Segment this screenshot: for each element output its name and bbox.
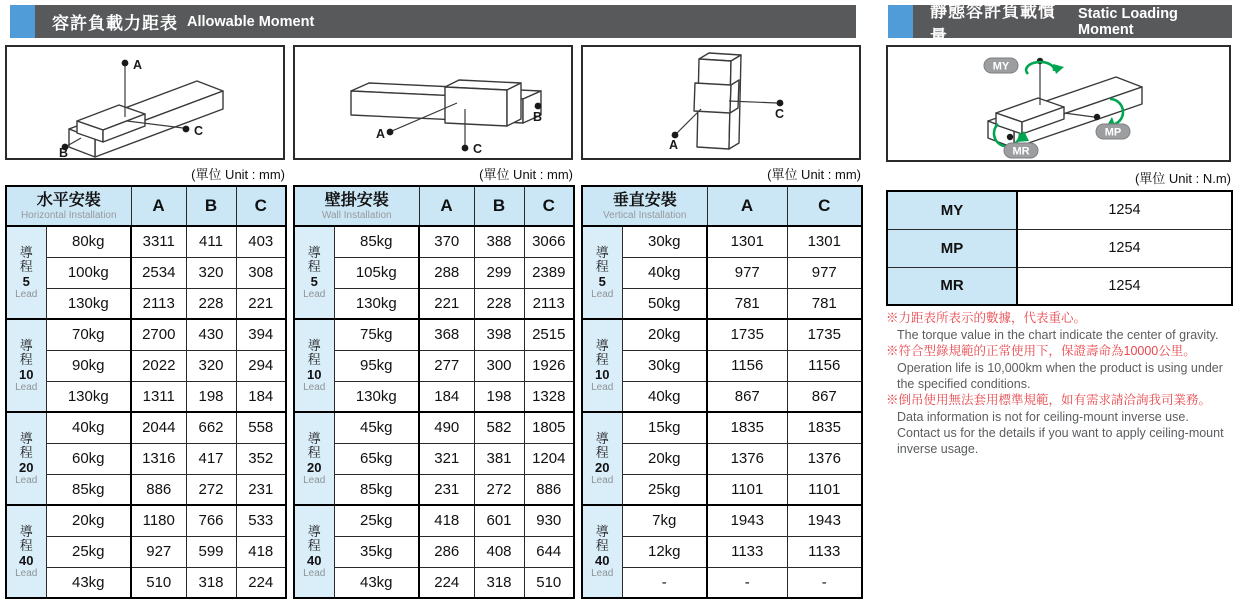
value-cell: 1926 <box>524 350 574 381</box>
load-cell: 25kg <box>622 474 707 505</box>
value-cell: 867 <box>707 381 787 412</box>
table-row <box>294 443 574 474</box>
header-title-zh: 容許負載力距表 <box>52 14 178 33</box>
value-cell: 1328 <box>524 381 574 412</box>
table-row <box>294 505 574 536</box>
table-title-zh: 壁掛安裝 <box>324 191 389 209</box>
moment-axis-label-a: A <box>669 138 679 152</box>
table-row <box>582 567 862 598</box>
value-cell: 299 <box>474 257 524 288</box>
value-cell: 286 <box>419 536 474 567</box>
table-row <box>582 350 862 381</box>
lead-group-cell: 導程 40 Lead <box>582 505 622 598</box>
value-cell: 370 <box>419 226 474 257</box>
load-cell: 130kg <box>46 288 131 319</box>
value-cell: 2044 <box>131 412 186 443</box>
value-cell: 1156 <box>787 350 862 381</box>
table-row <box>6 567 286 598</box>
moment-axis-label-c: C <box>473 142 483 156</box>
value-cell: 272 <box>186 474 236 505</box>
value-cell: 601 <box>474 505 524 536</box>
table-row <box>6 288 286 319</box>
load-cell: 40kg <box>46 412 131 443</box>
unit-label: (單位 Unit : N.m) <box>1134 171 1231 186</box>
table-row <box>6 505 286 536</box>
load-cell: 20kg <box>622 319 707 350</box>
moment-axis-label-b: B <box>59 146 69 158</box>
table-row <box>294 474 574 505</box>
load-cell: 20kg <box>46 505 131 536</box>
table-row <box>6 443 286 474</box>
lead-group-cell: 導程 20 Lead <box>294 412 334 505</box>
load-cell: 40kg <box>622 257 707 288</box>
table-row <box>294 257 574 288</box>
value-cell: 394 <box>236 319 286 350</box>
value-cell: 533 <box>236 505 286 536</box>
moment-label-mr: MR <box>887 267 1017 305</box>
value-cell: - <box>707 567 787 598</box>
header-title-en: Static Loading Moment <box>1078 5 1178 38</box>
isometric-rail-moment-drawing <box>888 47 1229 160</box>
load-cell: 95kg <box>334 350 419 381</box>
load-cell: 40kg <box>622 381 707 412</box>
value-cell: 403 <box>236 226 286 257</box>
value-cell: 228 <box>474 288 524 319</box>
load-cell: 20kg <box>622 443 707 474</box>
value-cell: 224 <box>236 567 286 598</box>
horizontal-installation-table <box>5 185 287 599</box>
table-row <box>6 226 286 257</box>
my-badge: MY <box>992 60 1010 73</box>
value-cell: 184 <box>419 381 474 412</box>
table-row <box>582 474 862 505</box>
load-cell: 90kg <box>46 350 131 381</box>
moment-value-mr: 1254 <box>1017 267 1232 305</box>
value-cell: 3066 <box>524 226 574 257</box>
moment-label-mp: MP <box>887 229 1017 267</box>
value-cell: 1735 <box>707 319 787 350</box>
value-cell: 510 <box>131 567 186 598</box>
value-cell: 417 <box>186 443 236 474</box>
table-row <box>294 381 574 412</box>
value-cell: 930 <box>524 505 574 536</box>
table-title-zh: 垂直安裝 <box>612 191 677 209</box>
value-cell: 430 <box>186 319 236 350</box>
table-row <box>6 536 286 567</box>
table-title-cell <box>294 186 419 226</box>
load-cell: 80kg <box>46 226 131 257</box>
table-row <box>582 443 862 474</box>
value-cell: 221 <box>236 288 286 319</box>
load-cell: - <box>622 567 707 598</box>
load-cell: 85kg <box>334 474 419 505</box>
table-row <box>6 474 286 505</box>
value-cell: 1943 <box>787 505 862 536</box>
value-cell: 320 <box>186 257 236 288</box>
vertical-installation-table <box>581 185 863 599</box>
vertical-installation-diagram <box>581 45 861 160</box>
column-header-a: A <box>707 186 787 226</box>
note-en: The torque value in the chart indicate the center of gravity. <box>897 328 1219 342</box>
load-cell: 65kg <box>334 443 419 474</box>
moment-axis-label-a: A <box>376 127 386 141</box>
table-row <box>582 288 862 319</box>
column-header-b: B <box>186 186 236 226</box>
moment-axis-label-b: B <box>533 110 543 124</box>
value-cell: 662 <box>186 412 236 443</box>
value-cell: 411 <box>186 226 236 257</box>
value-cell: 300 <box>474 350 524 381</box>
load-cell: 130kg <box>46 381 131 412</box>
load-cell: 130kg <box>334 381 419 412</box>
lead-group-cell: 導程 10 Lead <box>582 319 622 412</box>
note-zh: ※倒吊使用無法套用標準規範，如有需求請洽詢我司業務。 <box>886 393 1212 407</box>
value-cell: 288 <box>419 257 474 288</box>
value-cell: 228 <box>186 288 236 319</box>
column-header-c: C <box>524 186 574 226</box>
wall-installation-diagram <box>293 45 573 160</box>
table-row <box>294 288 574 319</box>
value-cell: 398 <box>474 319 524 350</box>
value-cell: 221 <box>419 288 474 319</box>
value-cell: 2389 <box>524 257 574 288</box>
value-cell: 272 <box>474 474 524 505</box>
load-cell: 12kg <box>622 536 707 567</box>
table-row <box>294 567 574 598</box>
load-cell: 45kg <box>334 412 419 443</box>
allowable-moment-header <box>10 5 856 38</box>
value-cell: 1180 <box>131 505 186 536</box>
value-cell: 977 <box>707 257 787 288</box>
moment-value-mp: 1254 <box>1017 229 1232 267</box>
value-cell: 2022 <box>131 350 186 381</box>
column-header-b: B <box>474 186 524 226</box>
value-cell: 1376 <box>707 443 787 474</box>
load-cell: 75kg <box>334 319 419 350</box>
value-cell: 318 <box>186 567 236 598</box>
table-title-en: Wall Installation <box>321 209 392 221</box>
value-cell: 318 <box>474 567 524 598</box>
value-cell: 224 <box>419 567 474 598</box>
table-row <box>6 257 286 288</box>
table-row <box>6 381 286 412</box>
value-cell: 1101 <box>787 474 862 505</box>
unit-label: (單位 Unit : mm) <box>191 167 285 182</box>
table-title-en: Horizontal Installation <box>20 209 117 221</box>
table-row <box>582 536 862 567</box>
lead-group-cell: 導程 40 Lead <box>6 505 46 598</box>
value-cell: 927 <box>131 536 186 567</box>
load-cell: 70kg <box>46 319 131 350</box>
value-cell: 2515 <box>524 319 574 350</box>
table-row <box>294 226 574 257</box>
value-cell: 977 <box>787 257 862 288</box>
value-cell: 1204 <box>524 443 574 474</box>
column-header-a: A <box>131 186 186 226</box>
column-header-c: C <box>236 186 286 226</box>
value-cell: 1133 <box>787 536 862 567</box>
value-cell: 368 <box>419 319 474 350</box>
load-cell: 25kg <box>334 505 419 536</box>
note-zh: ※符合型錄規範的正常使用下，保證壽命為10000公里。 <box>886 344 1196 358</box>
value-cell: 867 <box>787 381 862 412</box>
value-cell: 1835 <box>707 412 787 443</box>
lead-group-cell: 導程 20 Lead <box>6 412 46 505</box>
table-row <box>582 257 862 288</box>
value-cell: 1101 <box>707 474 787 505</box>
moment-label-my: MY <box>887 191 1017 229</box>
value-cell: 886 <box>524 474 574 505</box>
load-cell: 15kg <box>622 412 707 443</box>
value-cell: 1835 <box>787 412 862 443</box>
value-cell: - <box>787 567 862 598</box>
value-cell: 1805 <box>524 412 574 443</box>
value-cell: 582 <box>474 412 524 443</box>
table-row <box>6 412 286 443</box>
table-row <box>582 412 862 443</box>
table-row <box>6 319 286 350</box>
value-cell: 1301 <box>787 226 862 257</box>
isometric-rail-drawing <box>583 47 859 158</box>
column-header-c: C <box>787 186 862 226</box>
note-zh: ※力距表所表示的數據，代表重心。 <box>886 311 1087 325</box>
value-cell: 644 <box>524 536 574 567</box>
value-cell: 231 <box>236 474 286 505</box>
load-cell: 25kg <box>46 536 131 567</box>
header-accent-square <box>888 5 913 38</box>
value-cell: 2534 <box>131 257 186 288</box>
table-row <box>582 381 862 412</box>
value-cell: 352 <box>236 443 286 474</box>
value-cell: 321 <box>419 443 474 474</box>
header-title-en: Allowable Moment <box>187 13 315 30</box>
load-cell: 100kg <box>46 257 131 288</box>
value-cell: 781 <box>707 288 787 319</box>
header-title-zh: 靜態容許負載慣量 <box>930 1 1056 46</box>
load-cell: 30kg <box>622 350 707 381</box>
lead-group-cell: 導程 20 Lead <box>582 412 622 505</box>
value-cell: 320 <box>186 350 236 381</box>
table-title-cell <box>582 186 707 226</box>
value-cell: 184 <box>236 381 286 412</box>
static-loading-diagram <box>886 45 1231 162</box>
moment-axis-label-c: C <box>194 124 204 138</box>
value-cell: 418 <box>236 536 286 567</box>
moment-value-my: 1254 <box>1017 191 1232 229</box>
lead-group-cell: 導程 40 Lead <box>294 505 334 598</box>
value-cell: 294 <box>236 350 286 381</box>
value-cell: 1735 <box>787 319 862 350</box>
note-en: Operation life is 10,000km when the product is using under the specified conditions. <box>897 361 1223 391</box>
table-row <box>294 319 574 350</box>
note-en: Data information is not for ceiling-mount inverse use. Contact us for the details if you want to apply ceiling-mount inverse usage. <box>897 410 1224 456</box>
unit-label: (單位 Unit : mm) <box>479 167 573 182</box>
value-cell: 599 <box>186 536 236 567</box>
value-cell: 886 <box>131 474 186 505</box>
value-cell: 1133 <box>707 536 787 567</box>
value-cell: 3311 <box>131 226 186 257</box>
load-cell: 85kg <box>46 474 131 505</box>
table-row <box>582 505 862 536</box>
unit-label: (單位 Unit : mm) <box>767 167 861 182</box>
load-cell: 60kg <box>46 443 131 474</box>
load-cell: 7kg <box>622 505 707 536</box>
value-cell: 408 <box>474 536 524 567</box>
isometric-rail-drawing <box>295 47 571 158</box>
static-loading-table <box>886 190 1233 306</box>
static-loading-header <box>888 1 1232 46</box>
value-cell: 308 <box>236 257 286 288</box>
value-cell: 781 <box>787 288 862 319</box>
mr-badge: MR <box>1012 145 1030 158</box>
value-cell: 418 <box>419 505 474 536</box>
table-title-cell <box>6 186 131 226</box>
moment-axis-label-c: C <box>775 107 785 121</box>
table-row <box>6 350 286 381</box>
moment-axis-label-a: A <box>133 58 143 72</box>
value-cell: 558 <box>236 412 286 443</box>
lead-group-cell: 導程 5 Lead <box>6 226 46 319</box>
load-cell: 43kg <box>46 567 131 598</box>
lead-group-cell: 導程 10 Lead <box>6 319 46 412</box>
value-cell: 1316 <box>131 443 186 474</box>
table-row <box>294 412 574 443</box>
lead-group-cell: 導程 10 Lead <box>294 319 334 412</box>
value-cell: 1301 <box>707 226 787 257</box>
table-row <box>582 226 862 257</box>
footnotes <box>886 310 1234 457</box>
table-row <box>294 350 574 381</box>
value-cell: 231 <box>419 474 474 505</box>
isometric-rail-drawing <box>7 47 283 158</box>
horizontal-installation-diagram <box>5 45 285 160</box>
mp-badge: MP <box>1104 126 1122 139</box>
value-cell: 766 <box>186 505 236 536</box>
header-accent-square <box>10 5 35 38</box>
value-cell: 2113 <box>131 288 186 319</box>
value-cell: 1156 <box>707 350 787 381</box>
load-cell: 50kg <box>622 288 707 319</box>
value-cell: 1943 <box>707 505 787 536</box>
load-cell: 85kg <box>334 226 419 257</box>
value-cell: 2113 <box>524 288 574 319</box>
value-cell: 388 <box>474 226 524 257</box>
value-cell: 277 <box>419 350 474 381</box>
value-cell: 2700 <box>131 319 186 350</box>
load-cell: 30kg <box>622 226 707 257</box>
column-header-a: A <box>419 186 474 226</box>
load-cell: 105kg <box>334 257 419 288</box>
table-title-zh: 水平安裝 <box>36 191 101 209</box>
lead-group-cell: 導程 5 Lead <box>294 226 334 319</box>
table-row <box>582 319 862 350</box>
load-cell: 130kg <box>334 288 419 319</box>
table-title-en: Vertical Installation <box>603 209 687 221</box>
value-cell: 1311 <box>131 381 186 412</box>
value-cell: 490 <box>419 412 474 443</box>
load-cell: 43kg <box>334 567 419 598</box>
lead-group-cell: 導程 5 Lead <box>582 226 622 319</box>
value-cell: 1376 <box>787 443 862 474</box>
value-cell: 381 <box>474 443 524 474</box>
value-cell: 198 <box>186 381 236 412</box>
load-cell: 35kg <box>334 536 419 567</box>
value-cell: 510 <box>524 567 574 598</box>
value-cell: 198 <box>474 381 524 412</box>
wall-installation-table <box>293 185 575 599</box>
table-row <box>294 536 574 567</box>
